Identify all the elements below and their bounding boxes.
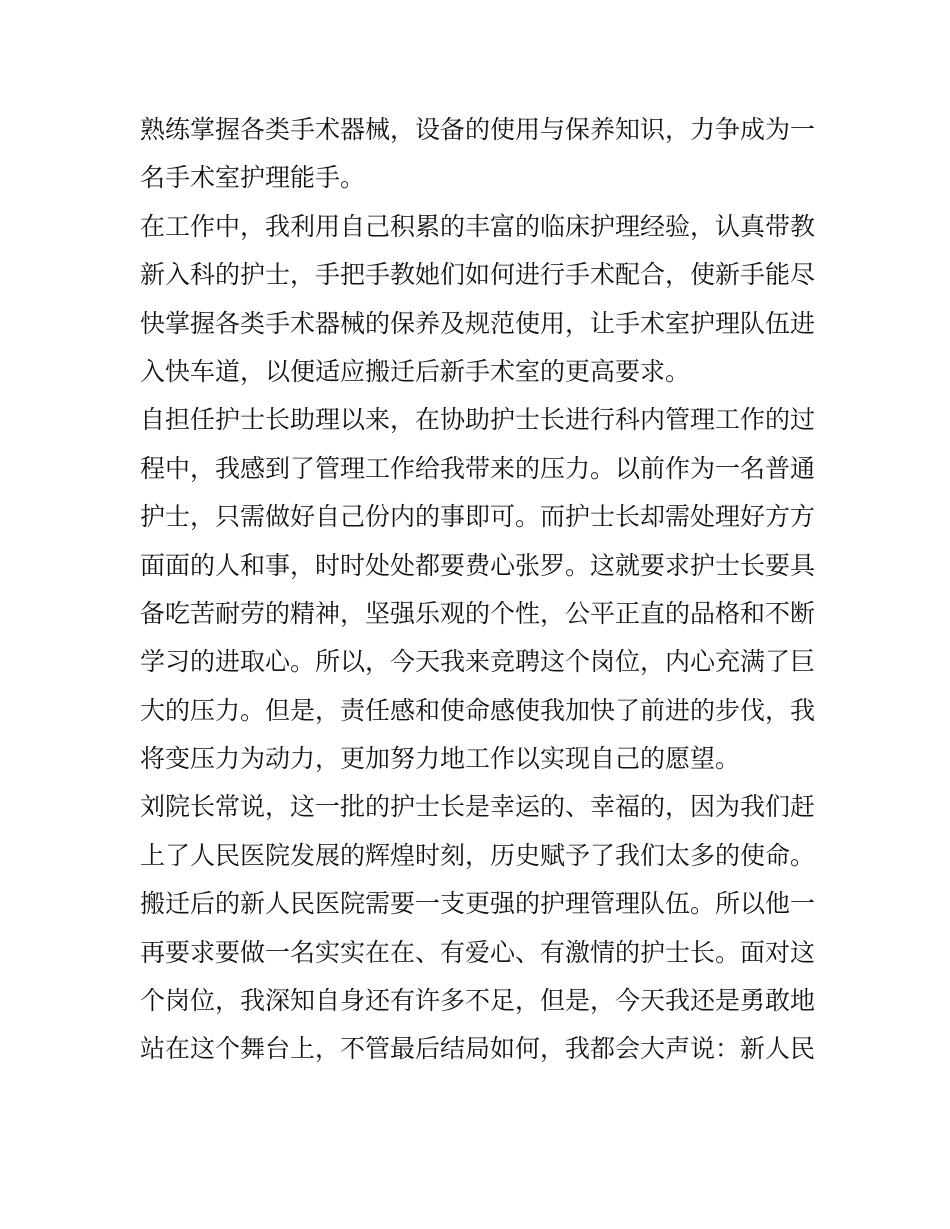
text-line: 程中，我感到了管理工作给我带来的压力。以前作为一名普通 [140, 453, 816, 483]
text-line: 搬迁后的新人民医院需要一支更强的护理管理队伍。所以他一 [140, 889, 816, 919]
text-line: 自担任护士长助理以来，在协助护士长进行科内管理工作的过 [140, 405, 816, 435]
text-line: 上了人民医院发展的辉煌时刻，历史赋予了我们太多的使命。 [140, 840, 816, 870]
text-line: 面面的人和事，时时处处都要费心张罗。这就要求护士长要具 [140, 550, 816, 580]
text-line: 学习的进取心。所以，今天我来竞聘这个岗位，内心充满了巨 [140, 647, 816, 677]
text-line: 熟练掌握各类手术器械，设备的使用与保养知识，力争成为一 [140, 115, 816, 144]
text-line: 备吃苦耐劳的精神，坚强乐观的个性，公平正直的品格和不断 [140, 598, 816, 628]
text-line: 再要求要做一名实实在在、有爱心、有激情的护士长。面对这 [140, 937, 816, 967]
document-body [140, 106, 820, 1074]
paragraph-4 [140, 783, 820, 1073]
text-line: 快掌握各类手术器械的保养及规范使用，让手术室护理队伍进 [140, 308, 816, 338]
text-line: 将变压力为动力，更加努力地工作以实现自己的愿望。 [140, 744, 741, 774]
text-line: 大的压力。但是，责任感和使命感使我加快了前进的步伐，我 [140, 695, 816, 725]
paragraph-2 [140, 203, 820, 397]
text-line: 名手术室护理能手。 [140, 163, 366, 193]
paragraph-3 [140, 396, 820, 783]
text-line: 站在这个舞台上，不管最后结局如何，我都会大声说：新人民 [140, 1034, 816, 1064]
text-line: 入快车道，以便适应搬迁后新手术室的更高要求。 [140, 356, 691, 386]
text-line: 新入科的护士，手把手教她们如何进行手术配合，使新手能尽 [140, 260, 816, 290]
paragraph-1 [140, 106, 820, 203]
text-line: 个岗位，我深知自身还有许多不足，但是，今天我还是勇敢地 [140, 986, 816, 1016]
text-line: 刘院长常说，这一批的护士长是幸运的、幸福的，因为我们赶 [140, 792, 816, 822]
text-line: 在工作中，我利用自己积累的丰富的临床护理经验，认真带教 [140, 211, 816, 241]
text-line: 护士，只需做好自己份内的事即可。而护士长却需处理好方方 [140, 502, 816, 532]
